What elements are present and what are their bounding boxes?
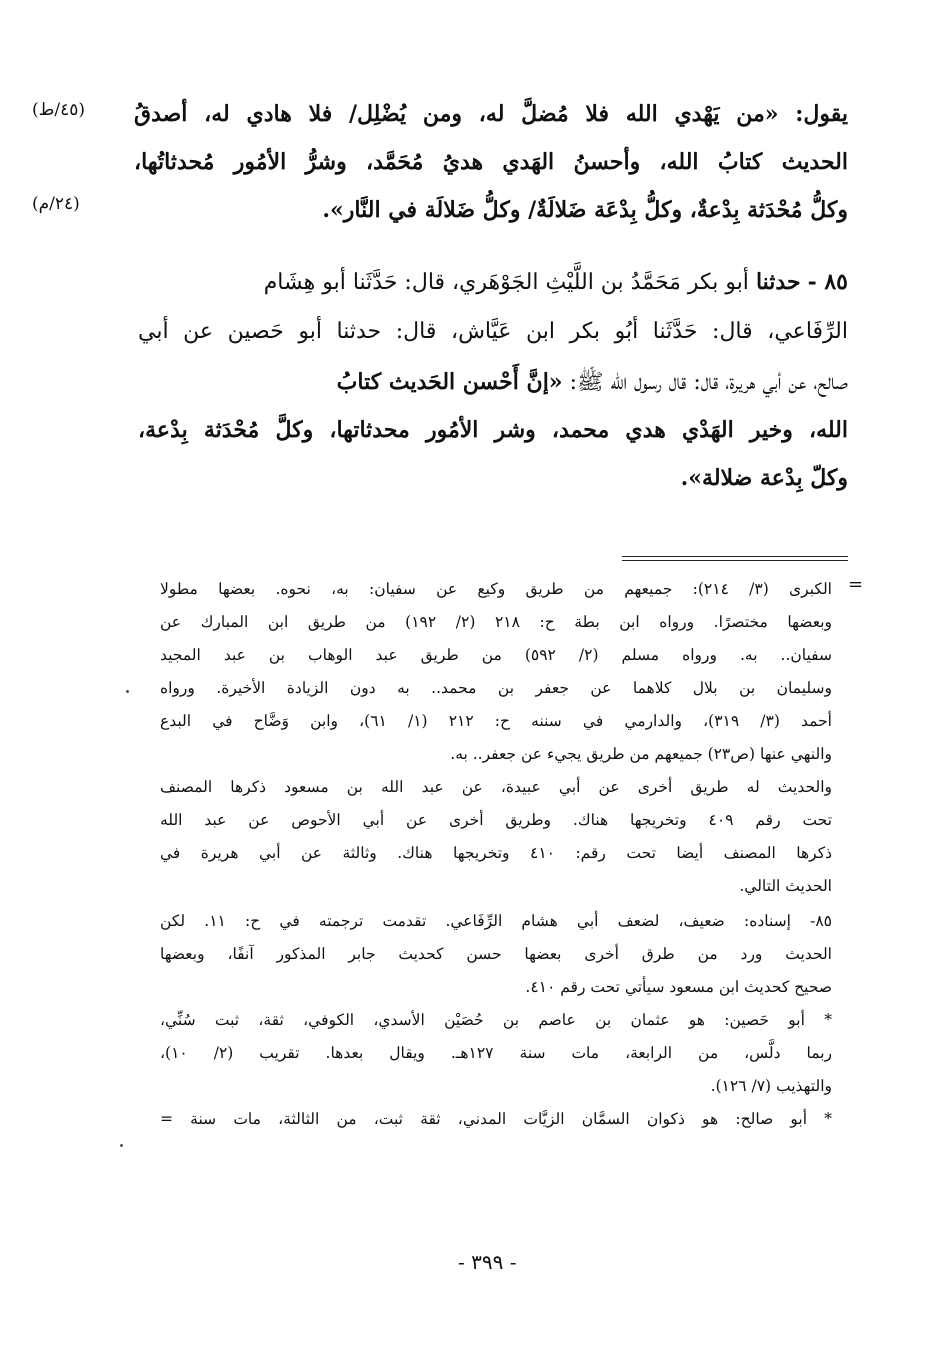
- scan-speck: [126, 690, 129, 693]
- hadith-85-line-3: [138, 364, 848, 401]
- footnote-85-line-5: ربما دلَّس، من الرابعة، مات سنة ١٢٧هـ. ويقال بعدها. تقريب (٢/ ١٠)،: [160, 1044, 833, 1062]
- continuation-mark: =: [848, 574, 864, 595]
- hadith-85-line-5: وكلّ بِدْعة ضلالة».: [680, 465, 848, 491]
- main-text-line-2: الحديث كتابُ الله، وأحسنُ الهَدي هديُ مُحَمَّد، وشرُّ الأمُور مُحدثاتُها،: [134, 149, 848, 175]
- footnote-85-line-7: * أبو صالح: هو ذكوان السمَّان الزيَّات المدني، ثقة ثبت، من الثالثة، مات سنة =: [160, 1110, 832, 1128]
- footnote-line-8: تحت رقم ٤٠٩ وتخريجها هناك. وطريق أخرى عن أبي الأحوص عن عبد الله: [160, 811, 833, 829]
- footnote-line-6: والنهي عنها (ص٢٣) جميعهم من طريق يجيء عن جعفر.. به.: [450, 745, 832, 763]
- footnote-85-line-6: والتهذيب (٧/ ١٢٦).: [710, 1077, 832, 1095]
- hadith-85-line-1: [138, 264, 848, 301]
- hadith-85-line-4: الله، وخير الهَدْي هدي محمد، وشر الأمُور محدثاتها، وكلَّ مُحْدَثة بِدْعة،: [138, 417, 848, 443]
- footnote-85-line-4: * أبو حَصين: هو عثمان بن عاصم بن حُصَيْن الأسدي، الكوفي، ثقة، ثبت سُنِّي،: [160, 1011, 832, 1029]
- footnote-line-10: الحديث التالي.: [739, 877, 832, 895]
- footnote-line-5: أحمد (٣/ ٣١٩)، والدارمي في سننه ح: ٢١٢ (١/ ٦١)، وابن وَضَّاح في البدع: [160, 712, 832, 730]
- hadith-85-line-2: الرِّفَاعي، قال: حَدَّثَنا أبُو بكر ابن عَيَّاش، قال: حدثنا أبو حَصين عن أبي: [138, 319, 848, 344]
- hadith-lead: حدثنا: [755, 269, 801, 295]
- margin-note-volume-m: (٢٤/م): [32, 194, 80, 214]
- footnote-line-2: وبعضها مختصرًا. ورواه ابن بطة ح: ٢١٨ (٢/ ١٩٢) من طريق ابن المبارك عن: [160, 613, 833, 631]
- hadith-number: ٨٥ -: [807, 269, 848, 295]
- footnote-separator-double: [622, 560, 848, 561]
- footnote-line-9: ذكرها المصنف أيضا تحت رقم: ٤١٠ وتخريجها هناك. وثالثة عن أبي هريرة في: [160, 844, 832, 862]
- hadith-isnad-1: أبو بكر مَحَمَّدُ بن اللَّيْثِ الجَوْهَري، قال: حَدَّثَنا أبو هِشَام: [263, 270, 749, 295]
- footnote-separator: [622, 556, 848, 557]
- footnote-line-3: سفيان.. به. ورواه مسلم (٢/ ٥٩٢) من طريق عبد الوهاب بن عبد المجيد: [160, 646, 833, 664]
- main-text-line-3: وكلُّ مُحْدَثة بِدْعةٌ، وكلُّ بِدْعَة ضَلالَةٌ/ وكلُّ ضَلالَة في النَّار».: [322, 197, 848, 223]
- footnote-85-line-1: ٨٥- إسناده: ضعيف، لضعف أبي هشام الرِّفَاعي. تقدمت ترجمته في ح: ١١. لكن: [160, 912, 833, 930]
- hadith-isnad-3: صالح، عن أبي هريرة، قال: قال رسول الله ﷺ:: [569, 370, 848, 395]
- hadith-matn-start: «إنَّ أَحْسن الحَديث كتابُ: [336, 369, 563, 395]
- margin-note-volume-t: (٤٥/ط): [32, 100, 85, 120]
- footnote-line-4: وسليمان بن بلال كلاهما عن جعفر بن محمد.. به دون الزيادة الأخيرة. ورواه: [160, 679, 832, 697]
- footnote-line-1: الكبرى (٣/ ٢١٤): جميعهم من طريق وكيع عن سفيان: به، نحوه. بعضها مطولا: [160, 580, 832, 598]
- page-number: - ٣٩٩ -: [458, 1250, 517, 1274]
- scan-speck: [120, 1144, 123, 1147]
- footnote-85-line-3: صحيح كحديث ابن مسعود سيأتي تحت رقم ٤١٠.: [525, 978, 832, 996]
- footnote-85-line-2: الحديث ورد من طرق أخرى بعضها حسن كحديث جابر المذكور آنفًا، وبعضها: [160, 945, 832, 963]
- main-text-line-1: يقول: «من يَهْدي الله فلا مُضلَّ له، ومن يُضْلِل/ فلا هادي له، أصدقُ: [134, 101, 848, 127]
- footnote-line-7: والحديث له طريق أخرى عن أبي عبيدة، عن عبد الله بن مسعود ذكرها المصنف: [160, 778, 832, 796]
